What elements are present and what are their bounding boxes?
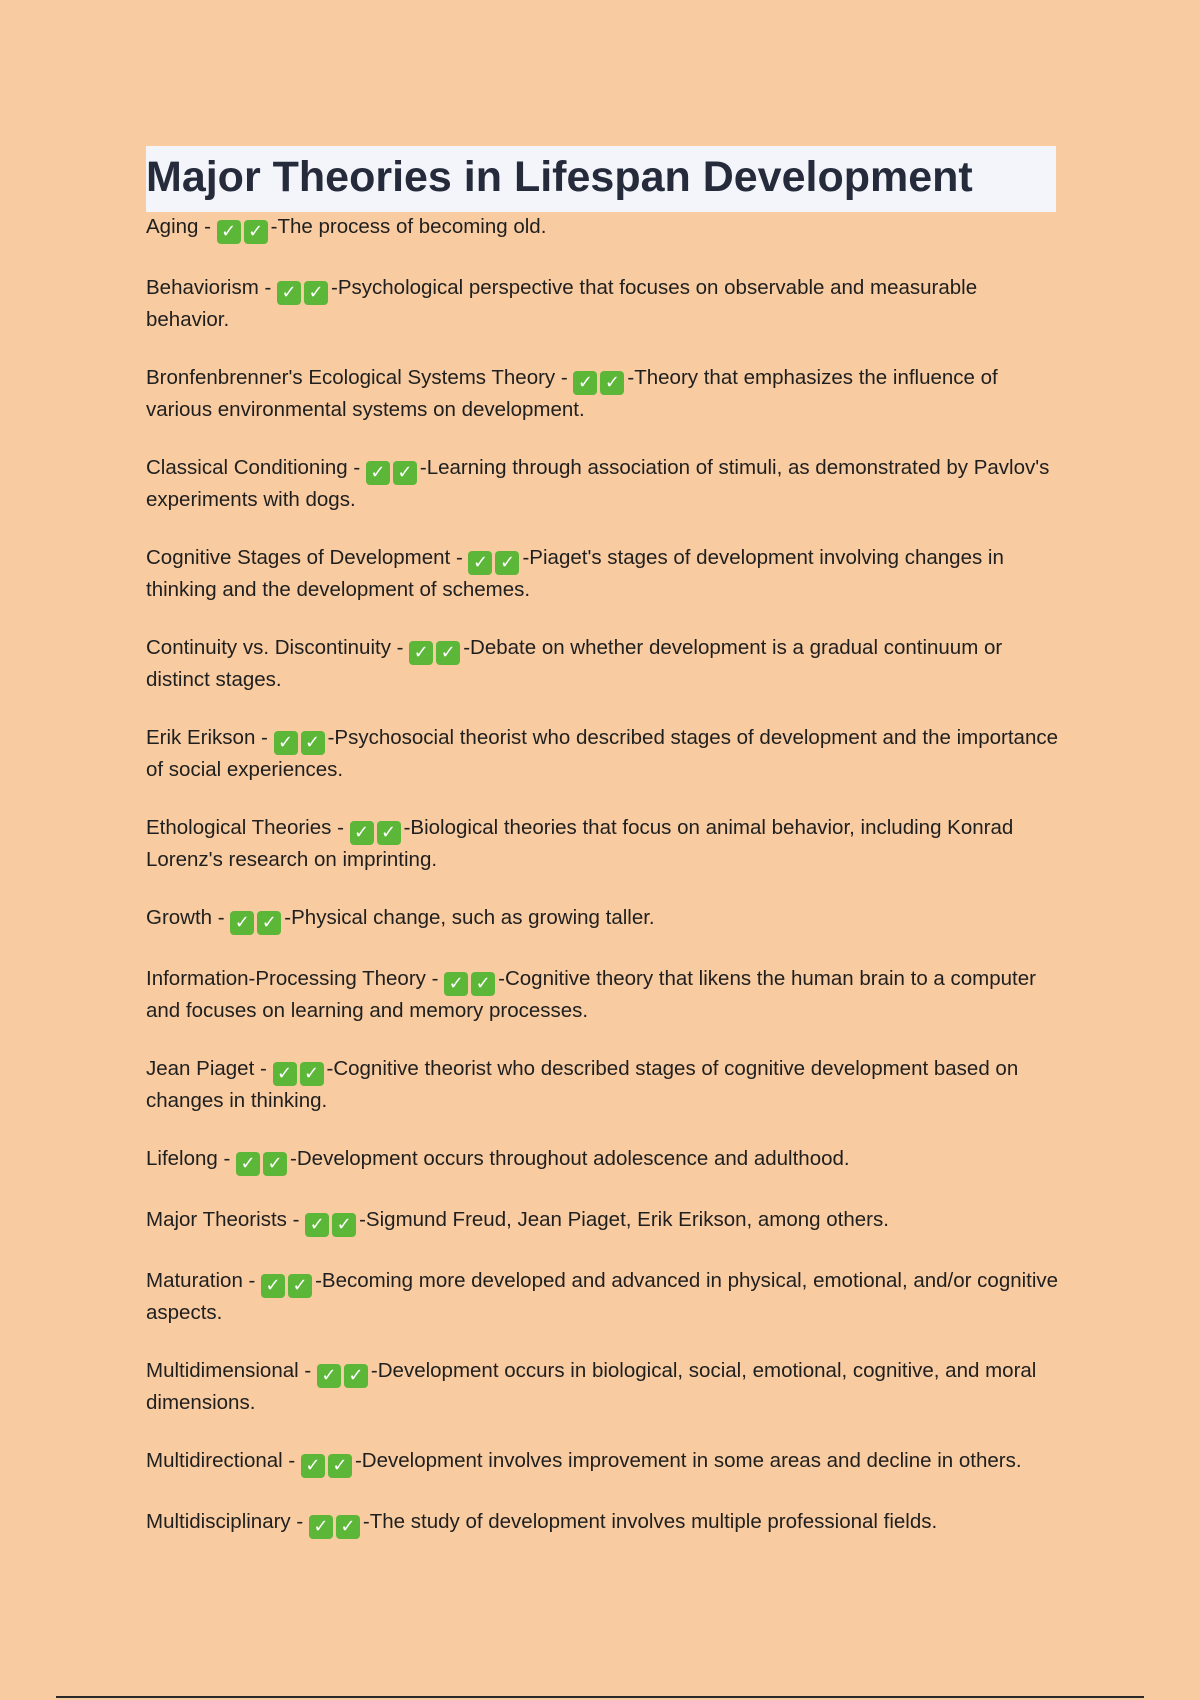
glossary-entry: Lifelong - ✓ ✓ -Development occurs throughout adolescence and adulthood. bbox=[146, 1147, 850, 1174]
check-marks bbox=[309, 1510, 363, 1537]
entry-term: Bronfenbrenner's Ecological Systems Theory bbox=[146, 366, 556, 389]
check-marks bbox=[444, 967, 498, 994]
entry-definition: -Debate on whether development is a gradual continuum or distinct stages. bbox=[146, 636, 1003, 691]
entry-definition: -Psychological perspective that focuses on observable and measurable behavior. bbox=[146, 276, 978, 331]
entry-definition: -Learning through association of stimuli, as demonstrated by Pavlov's experiments with dogs. bbox=[146, 456, 1050, 511]
entry-term: Continuity vs. Discontinuity bbox=[146, 636, 391, 659]
entry-definition: -Piaget's stages of development involving changes in thinking and the development of schemes. bbox=[146, 546, 1004, 601]
check-mark-icon: ✓ bbox=[288, 1274, 312, 1298]
entry-definition: -Development occurs throughout adolescence and adulthood. bbox=[290, 1147, 850, 1170]
check-mark-icon: ✓ bbox=[600, 371, 624, 395]
entry-definition: -Development occurs in biological, social, emotional, cognitive, and moral dimensions. bbox=[146, 1359, 1037, 1414]
entry-definition: -Development involves improvement in some areas and decline in others. bbox=[354, 1449, 1022, 1472]
check-marks bbox=[305, 1208, 359, 1235]
check-mark-icon: ✓ bbox=[304, 281, 328, 305]
check-mark-icon: ✓ bbox=[300, 1062, 324, 1086]
entry-definition: -Cognitive theory that likens the human brain to a computer and focuses on learning and memory processes. bbox=[146, 967, 1036, 1022]
check-mark-icon: ✓ bbox=[468, 551, 492, 575]
entry-term: Multidirectional bbox=[146, 1449, 283, 1472]
check-marks bbox=[468, 546, 522, 573]
entry-term: Information-Processing Theory bbox=[146, 967, 426, 990]
entry-definition: -Physical change, such as growing taller. bbox=[284, 906, 655, 929]
entry-term: Growth bbox=[146, 906, 213, 929]
title-highlight bbox=[146, 146, 1056, 212]
check-mark-icon: ✓ bbox=[344, 1364, 368, 1388]
check-marks bbox=[409, 636, 463, 663]
check-mark-icon: ✓ bbox=[301, 1454, 325, 1478]
glossary-entry: Erik Erikson - ✓ ✓ -Psychosocial theorist who described stages of development and the importance of social experiences. bbox=[146, 726, 1059, 781]
entry-term: Major Theorists bbox=[146, 1208, 287, 1231]
glossary-entry: Information-Processing Theory - ✓ ✓ -Cognitive theory that likens the human brain to a computer and focuses on learning and memory processes. bbox=[146, 967, 1036, 1022]
check-mark-icon: ✓ bbox=[277, 281, 301, 305]
glossary-entry: Multidimensional - ✓ ✓ -Development occurs in biological, social, emotional, cognitive, and moral dimensions. bbox=[146, 1359, 1037, 1414]
check-mark-icon: ✓ bbox=[366, 461, 390, 485]
entry-definition: -Theory that emphasizes the influence of various environmental systems on development. bbox=[146, 366, 998, 421]
entry-term: Multidimensional bbox=[146, 1359, 299, 1382]
glossary-entry: Cognitive Stages of Development - ✓ ✓ -Piaget's stages of development involving changes in thinking and the development of schemes. bbox=[146, 546, 1004, 601]
check-marks bbox=[236, 1147, 290, 1174]
check-mark-icon: ✓ bbox=[273, 1062, 297, 1086]
check-mark-icon: ✓ bbox=[305, 1213, 329, 1237]
check-mark-icon: ✓ bbox=[217, 220, 241, 244]
entry-definition: -Sigmund Freud, Jean Piaget, Erik Erikson, among others. bbox=[359, 1208, 889, 1231]
check-mark-icon: ✓ bbox=[263, 1152, 287, 1176]
check-mark-icon: ✓ bbox=[328, 1454, 352, 1478]
check-mark-icon: ✓ bbox=[332, 1213, 356, 1237]
glossary-entry: Classical Conditioning - ✓ ✓ -Learning through association of stimuli, as demonstrated by Pavlov's experiments with dogs. bbox=[146, 456, 1050, 511]
check-marks bbox=[273, 1057, 327, 1084]
entry-definition: -The study of development involves multiple professional fields. bbox=[362, 1510, 938, 1533]
check-mark-icon: ✓ bbox=[336, 1515, 360, 1539]
entry-term: Ethological Theories bbox=[146, 816, 332, 839]
entry-term: Lifelong bbox=[146, 1147, 218, 1170]
check-mark-icon: ✓ bbox=[409, 641, 433, 665]
glossary-entry: Maturation - ✓ ✓ -Becoming more developed and advanced in physical, emotional, and/or cognitive aspects. bbox=[146, 1269, 1059, 1324]
entry-definition: -Becoming more developed and advanced in physical, emotional, and/or cognitive aspects. bbox=[146, 1269, 1059, 1324]
check-mark-icon: ✓ bbox=[393, 461, 417, 485]
entry-term: Multidisciplinary bbox=[146, 1510, 291, 1533]
check-marks bbox=[317, 1359, 371, 1386]
glossary-entry: Continuity vs. Discontinuity - ✓ ✓ -Debate on whether development is a gradual continuum or distinct stages. bbox=[146, 636, 1003, 691]
check-mark-icon: ✓ bbox=[350, 821, 374, 845]
entry-term: Classical Conditioning bbox=[146, 456, 348, 479]
check-marks bbox=[274, 726, 328, 753]
check-mark-icon: ✓ bbox=[495, 551, 519, 575]
entry-definition: -Biological theories that focus on animal behavior, including Konrad Lorenz's research on imprinting. bbox=[146, 816, 1014, 871]
check-mark-icon: ✓ bbox=[436, 641, 460, 665]
check-mark-icon: ✓ bbox=[274, 731, 298, 755]
check-mark-icon: ✓ bbox=[257, 911, 281, 935]
check-mark-icon: ✓ bbox=[471, 972, 495, 996]
check-mark-icon: ✓ bbox=[230, 911, 254, 935]
entry-definition: -Cognitive theorist who described stages of cognitive development based on changes in thinking. bbox=[146, 1057, 1019, 1112]
glossary-list bbox=[146, 212, 1066, 1568]
footer-rule bbox=[56, 1696, 1144, 1698]
check-mark-icon: ✓ bbox=[309, 1515, 333, 1539]
check-marks bbox=[261, 1269, 315, 1296]
glossary-entry: Jean Piaget - ✓ ✓ -Cognitive theorist who described stages of cognitive development based on changes in thinking. bbox=[146, 1057, 1019, 1112]
glossary-entry: Growth - ✓ ✓ -Physical change, such as growing taller. bbox=[146, 906, 655, 933]
check-marks bbox=[277, 276, 331, 303]
check-mark-icon: ✓ bbox=[317, 1364, 341, 1388]
check-marks bbox=[301, 1449, 355, 1476]
glossary-entry: Major Theorists - ✓ ✓ -Sigmund Freud, Jean Piaget, Erik Erikson, among others. bbox=[146, 1208, 889, 1235]
check-mark-icon: ✓ bbox=[301, 731, 325, 755]
check-mark-icon: ✓ bbox=[444, 972, 468, 996]
check-marks bbox=[350, 816, 404, 843]
check-marks bbox=[366, 456, 420, 483]
glossary-entry: Aging - ✓ ✓ -The process of becoming old. bbox=[146, 215, 547, 242]
check-mark-icon: ✓ bbox=[573, 371, 597, 395]
entry-term: Behaviorism bbox=[146, 276, 259, 299]
entry-term: Maturation bbox=[146, 1269, 243, 1292]
check-mark-icon: ✓ bbox=[244, 220, 268, 244]
check-marks bbox=[573, 366, 627, 393]
glossary-entry: Bronfenbrenner's Ecological Systems Theory - ✓ ✓ -Theory that emphasizes the influence of various environmental systems on development. bbox=[146, 366, 998, 421]
entry-term: Cognitive Stages of Development bbox=[146, 546, 451, 569]
entry-term: Aging bbox=[146, 215, 199, 238]
entry-term: Jean Piaget bbox=[146, 1057, 255, 1080]
glossary-entry: Ethological Theories - ✓ ✓ -Biological theories that focus on animal behavior, including Konrad Lorenz's research on imprinting. bbox=[146, 816, 1014, 871]
entry-term: Erik Erikson bbox=[146, 726, 256, 749]
check-mark-icon: ✓ bbox=[377, 821, 401, 845]
check-marks bbox=[230, 906, 284, 933]
entry-definition: -Psychosocial theorist who described stages of development and the importance of social experiences. bbox=[146, 726, 1059, 781]
glossary-entry: Behaviorism - ✓ ✓ -Psychological perspective that focuses on observable and measurable behavior. bbox=[146, 276, 978, 331]
glossary-entry: Multidisciplinary - ✓ ✓ -The study of development involves multiple professional fields. bbox=[146, 1510, 938, 1537]
page-title: Major Theories in Lifespan Development bbox=[146, 153, 973, 201]
check-mark-icon: ✓ bbox=[236, 1152, 260, 1176]
check-mark-icon: ✓ bbox=[261, 1274, 285, 1298]
entry-definition: -The process of becoming old. bbox=[270, 215, 547, 238]
glossary-entry: Multidirectional - ✓ ✓ -Development involves improvement in some areas and decline in others. bbox=[146, 1449, 1022, 1476]
check-marks bbox=[217, 215, 271, 242]
